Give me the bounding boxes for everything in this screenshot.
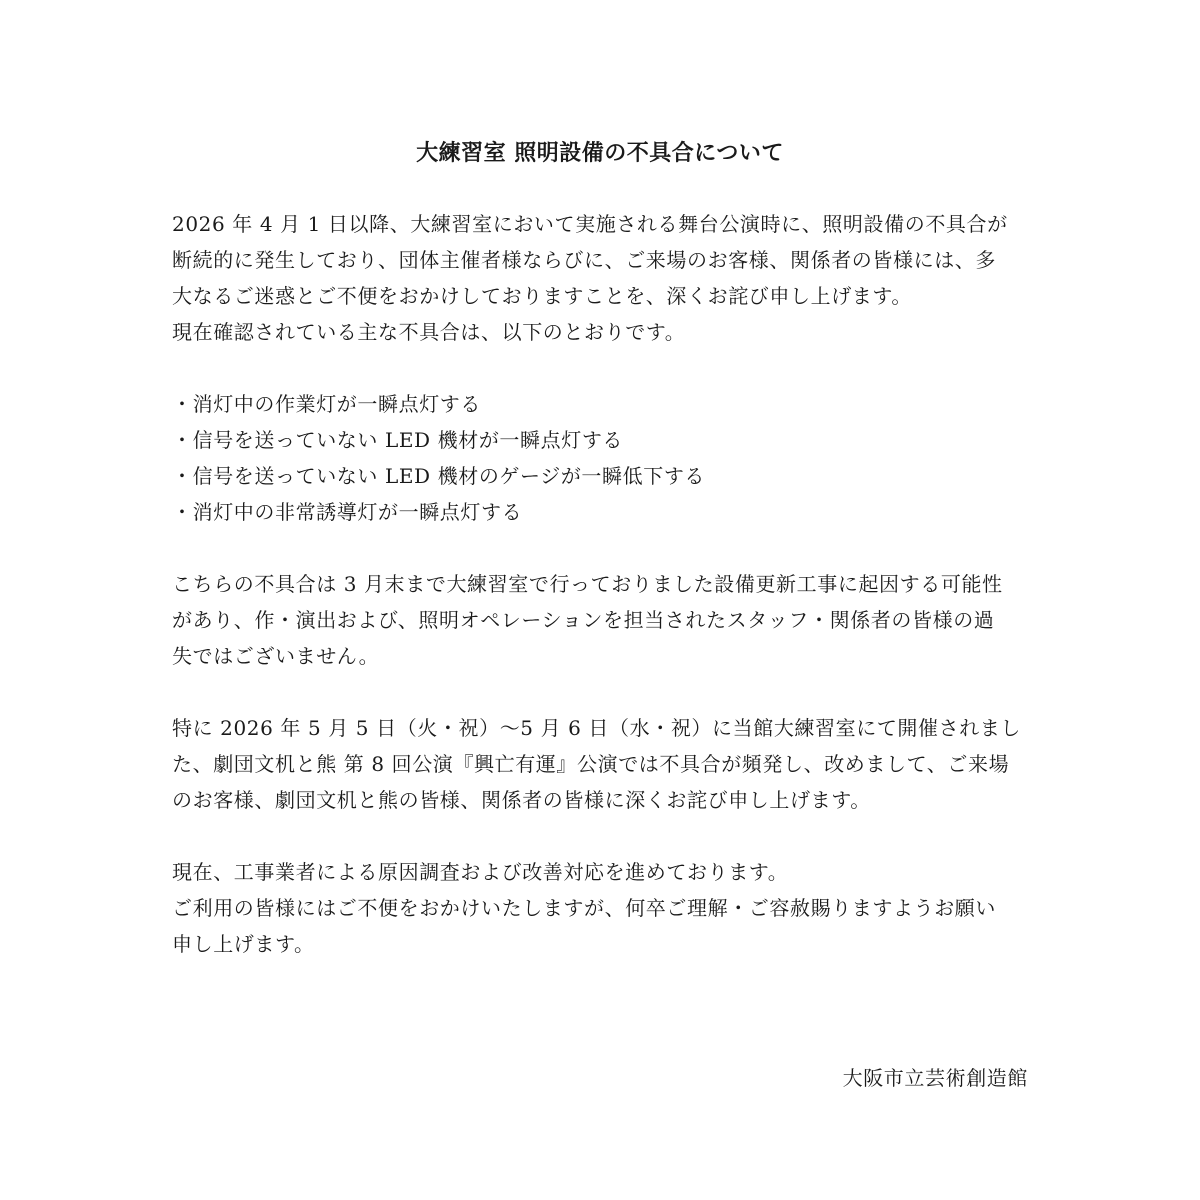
intro-line: 断続的に発生しており、団体主催者様ならびに、ご来場のお客様、関係者の皆様には、多 <box>172 248 996 272</box>
apology-line: 特に 2026 年 5 月 5 日（火・祝）～5 月 6 日（水・祝）に当館大練習室にて開催されまし <box>172 716 1022 740</box>
apology-line: た、劇団文机と熊 第 8 回公演『興亡有運』公演では不具合が頻発し、改めまして、ご来場 <box>172 752 1010 776</box>
notice-title: 大練習室 照明設備の不具合について <box>416 141 784 166</box>
closing-line: ご利用の皆様にはご不便をおかけいたしますが、何卒ご理解・ご容赦賜りますようお願い <box>172 896 996 920</box>
spacer <box>172 674 1042 710</box>
intro-paragraph <box>172 206 1042 350</box>
spacer <box>172 170 1042 206</box>
closing-line: 現在、工事業者による原因調査および改善対応を進めております。 <box>172 860 789 884</box>
intro-line: 現在確認されている主な不具合は、以下のとおりです。 <box>172 320 686 344</box>
apology-line: のお客様、劇団文机と熊の皆様、関係者の皆様に深くお詫び申し上げます。 <box>172 788 871 812</box>
cause-line: 失ではございません。 <box>172 644 380 668</box>
intro-line: 2026 年 4 月 1 日以降、大練習室において実施される舞台公演時に、照明設備の不具合が <box>172 212 1008 236</box>
spacer <box>172 530 1042 566</box>
closing-line: 申し上げます。 <box>172 932 315 956</box>
closing-paragraph <box>172 854 1042 962</box>
cause-paragraph <box>172 566 1042 674</box>
spacer <box>172 350 1042 386</box>
notice-body <box>172 170 1042 962</box>
issue-list <box>172 386 1042 530</box>
issue-item: ・信号を送っていない LED 機材のゲージが一瞬低下する <box>172 464 706 488</box>
cause-line: こちらの不具合は 3 月末まで大練習室で行っておりました設備更新工事に起因する可能性 <box>172 572 1003 596</box>
issue-item: ・信号を送っていない LED 機材が一瞬点灯する <box>172 428 624 452</box>
issue-item: ・消灯中の非常誘導灯が一瞬点灯する <box>172 500 523 524</box>
cause-line: があり、作・演出および、照明オペレーションを担当されたスタッフ・関係者の皆様の過 <box>172 608 995 632</box>
issue-item: ・消灯中の作業灯が一瞬点灯する <box>172 392 481 416</box>
signature: 大阪市立芸術創造館 <box>842 1066 1028 1090</box>
intro-line: 大なるご迷惑とご不便をおかけしておりますことを、深くお詫び申し上げます。 <box>172 284 912 308</box>
spacer <box>172 818 1042 854</box>
apology-paragraph <box>172 710 1042 818</box>
